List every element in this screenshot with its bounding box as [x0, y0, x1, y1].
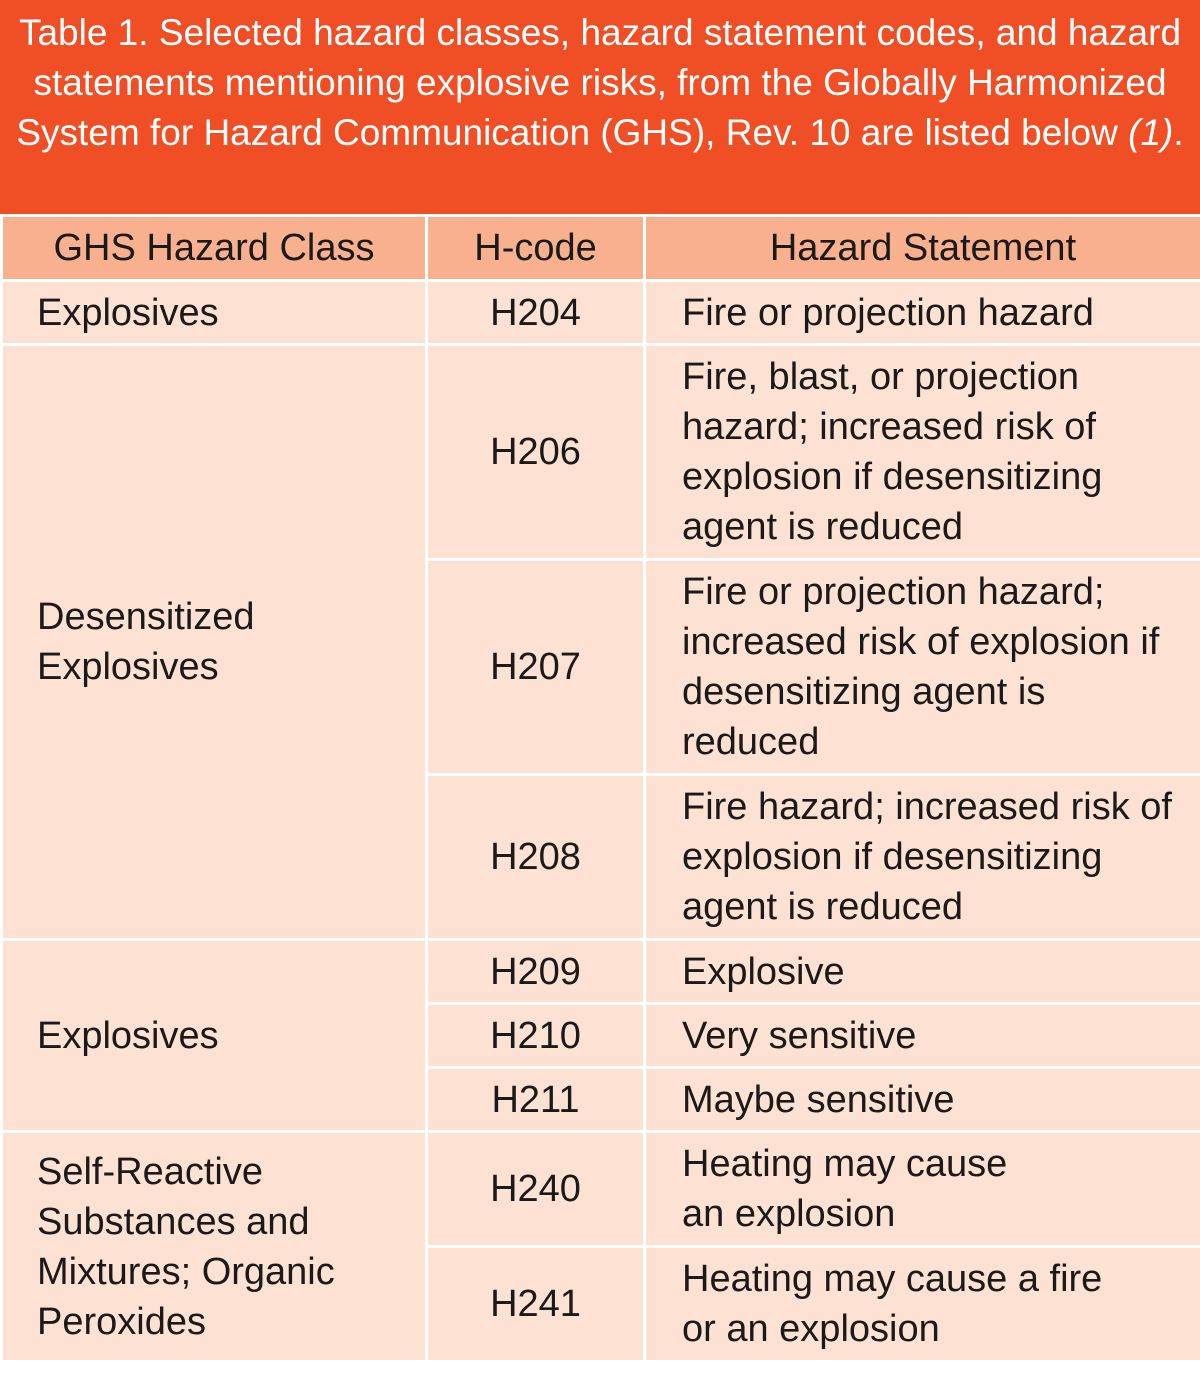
h-code-cell: H207: [427, 560, 645, 775]
caption-period: .: [1173, 112, 1184, 153]
h-code-cell: H206: [427, 345, 645, 560]
hazard-statement-cell: Fire hazard; increased risk of explosion if desensitizing agent is reduced: [645, 775, 1200, 940]
hazard-statement-cell: Explosive: [645, 940, 1200, 1004]
h-code-cell: H208: [427, 775, 645, 940]
h-code-cell: H211: [427, 1068, 645, 1132]
table-row: [2, 1132, 1200, 1247]
header-hazard-class: GHS Hazard Class: [2, 216, 427, 281]
hazard-class-cell: Desensitized Explosives: [2, 345, 427, 940]
h-code-cell: H241: [427, 1247, 645, 1362]
hazard-statement-cell: Maybe sensitive: [645, 1068, 1200, 1132]
hazard-statement-cell: Fire, blast, or projection hazard; increased risk of explosion if desensitizing agent is reduced: [645, 345, 1200, 560]
table-row: [2, 281, 1200, 345]
h-code-cell: H204: [427, 281, 645, 345]
hazard-statement-cell: Fire or projection hazard; increased risk of explosion if desensitizing agent is reduced: [645, 560, 1200, 775]
hazard-class-cell: Explosives: [2, 281, 427, 345]
caption-text: Table 1. Selected hazard classes, hazard statement codes, and hazard statements mentioning explosive risks, from the Globally Harmonized System for Hazard Communication (GHS), Rev. 10 are listed below: [16, 12, 1182, 153]
table-row: [2, 940, 1200, 1004]
hazard-statement-cell: Heating may cause an explosion: [645, 1132, 1200, 1247]
caption-citation: (1): [1128, 112, 1174, 153]
table-row: [2, 345, 1200, 560]
h-code-cell: H209: [427, 940, 645, 1004]
header-row: [2, 216, 1200, 281]
hazard-statement-cell: Heating may cause a fire or an explosion: [645, 1247, 1200, 1362]
hazard-table: [0, 214, 1200, 1363]
header-hazard-statement: Hazard Statement: [645, 216, 1200, 281]
hazard-class-cell: Self-Reactive Substances and Mixtures; Organic Peroxides: [2, 1132, 427, 1362]
hazard-statement-cell: Fire or projection hazard: [645, 281, 1200, 345]
hazard-statement-cell: Very sensitive: [645, 1004, 1200, 1068]
h-code-cell: H210: [427, 1004, 645, 1068]
hazard-class-cell: Explosives: [2, 940, 427, 1132]
h-code-cell: H240: [427, 1132, 645, 1247]
table-caption: [0, 0, 1200, 214]
header-h-code: H-code: [427, 216, 645, 281]
